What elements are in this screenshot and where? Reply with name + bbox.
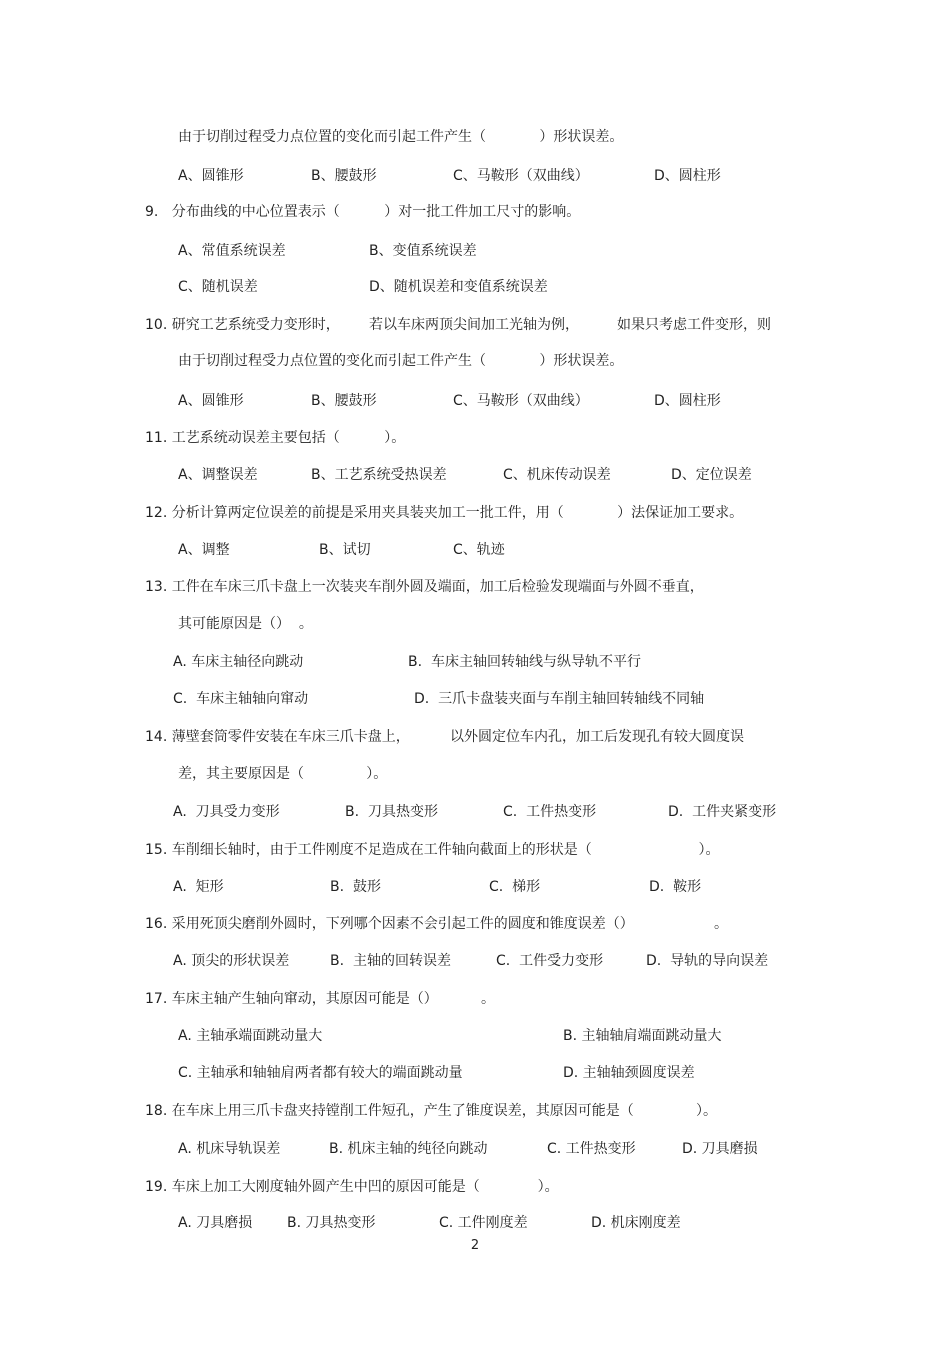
q15-option-b: B. 鼓形 [330,879,381,895]
q17-option-d: D. 主轴轴颈圆度误差 [563,1065,695,1081]
q10-stem-part3: 如果只考虑工件变形，则 [617,317,771,333]
q16-stem: 16. 采用死顶尖磨削外圆时，下列哪个因素不会引起工件的圆度和锥度误差（） [145,916,634,932]
q10-option-a: A、圆锥形 [178,393,244,409]
q12-stem: 12. 分析计算两定位误差的前提是采用夹具装夹加工一批工件，用（ ）法保证加工要求。 [145,505,744,521]
q11-option-c: C、机床传动误差 [503,467,611,483]
q11-option-a: A、调整误差 [178,467,258,483]
q12-option-c: C、轨迹 [453,542,505,558]
q18-option-c: C. 工件热变形 [547,1141,636,1157]
q16-option-d: D. 导轨的导向误差 [646,953,769,969]
q8-option-a: A、圆锥形 [178,168,244,184]
q13-option-c: C. 车床主轴轴向窜动 [173,691,309,707]
q16-option-a: A. 顶尖的形状误差 [173,953,290,969]
q14-option-c: C. 工件热变形 [503,804,597,820]
q9-option-d: D、随机误差和变值系统误差 [369,279,548,295]
q10-stem-part2: 若以车床两顶尖间加工光轴为例， [369,317,579,333]
q8-option-d: D、圆柱形 [654,168,721,184]
q15-stem: 15. 车削细长轴时，由于工件刚度不足造成在工件轴向截面上的形状是（ ）。 [145,842,720,858]
q10-option-b: B、腰鼓形 [311,393,377,409]
q11-option-b: B、工艺系统受热误差 [311,467,447,483]
q14-stem-part1: 14. 薄壁套筒零件安装在车床三爪卡盘上， [145,729,410,745]
q10-continuation: 由于切削过程受力点位置的变化而引起工件产生（ ）形状误差。 [178,353,624,369]
q14-option-a: A. 刀具受力变形 [173,804,280,820]
q19-option-d: D. 机床刚度差 [591,1215,681,1231]
q17-option-b: B. 主轴轴肩端面跳动量大 [563,1028,722,1044]
q18-option-d: D. 刀具磨损 [682,1141,758,1157]
q17-stem-tail: 。 [481,991,495,1007]
q13-stem: 13. 工件在车床三爪卡盘上一次装夹车削外圆及端面，加工后检验发现端面与外圆不垂直， [145,579,704,595]
q15-option-a: A. 矩形 [173,879,224,895]
q14-stem-part2: 以外圆定位车内孔，加工后发现孔有较大圆度误 [450,729,744,745]
q19-stem: 19. 车床上加工大刚度轴外圆产生中凹的原因可能是（ ）。 [145,1179,559,1195]
q12-option-a: A、调整 [178,542,230,558]
q15-option-d: D. 鞍形 [649,879,702,895]
q19-option-c: C. 工件刚度差 [439,1215,528,1231]
q19-option-a: A. 刀具磨损 [178,1215,253,1231]
q8-option-c: C、马鞍形（双曲线） [453,168,589,184]
q18-stem: 18. 在车床上用三爪卡盘夹持镗削工件短孔，产生了锥度误差，其原因可能是（ ）。 [145,1103,718,1119]
q16-option-b: B. 主轴的回转误差 [330,953,451,969]
q9-option-c: C、随机误差 [178,279,258,295]
q11-option-d: D、定位误差 [671,467,752,483]
q10-option-d: D、圆柱形 [654,393,721,409]
q8-continuation: 由于切削过程受力点位置的变化而引起工件产生（ ）形状误差。 [178,129,624,145]
q8-option-b: B、腰鼓形 [311,168,377,184]
q10-option-c: C、马鞍形（双曲线） [453,393,589,409]
q16-option-c: C. 工件受力变形 [496,953,604,969]
q15-option-c: C. 梯形 [489,879,541,895]
q14-continuation: 差，其主要原因是（ ）。 [178,766,388,782]
q14-option-b: B. 刀具热变形 [345,804,438,820]
q18-option-a: A. 机床导轨误差 [178,1141,281,1157]
q9-option-b: B、变值系统误差 [369,243,477,259]
q19-option-b: B. 刀具热变形 [287,1215,376,1231]
q13-option-b: B. 车床主轴回转轴线与纵导轨不平行 [408,654,641,670]
q17-stem: 17. 车床主轴产生轴向窜动，其原因可能是（） [145,991,438,1007]
q18-option-b: B. 机床主轴的纯径向跳动 [329,1141,488,1157]
q11-stem: 11. 工艺系统动误差主要包括（ ）。 [145,430,406,446]
q14-option-d: D. 工件夹紧变形 [668,804,777,820]
q17-option-c: C. 主轴承和轴轴肩两者都有较大的端面跳动量 [178,1065,463,1081]
q10-stem-part1: 10. 研究工艺系统受力变形时， [145,317,340,333]
q13-option-a: A. 车床主轴径向跳动 [173,654,304,670]
q12-option-b: B、试切 [319,542,371,558]
q17-option-a: A. 主轴承端面跳动量大 [178,1028,323,1044]
q9-option-a: A、常值系统误差 [178,243,286,259]
page-number: 2 [470,1238,480,1253]
q13-option-d: D. 三爪卡盘装夹面与车削主轴回转轴线不同轴 [414,691,705,707]
q9-stem: 9. 分布曲线的中心位置表示（ ）对一批工件加工尺寸的影响。 [145,204,581,220]
q13-continuation: 其可能原因是（） 。 [178,616,313,632]
q16-stem-tail: 。 [714,916,728,932]
